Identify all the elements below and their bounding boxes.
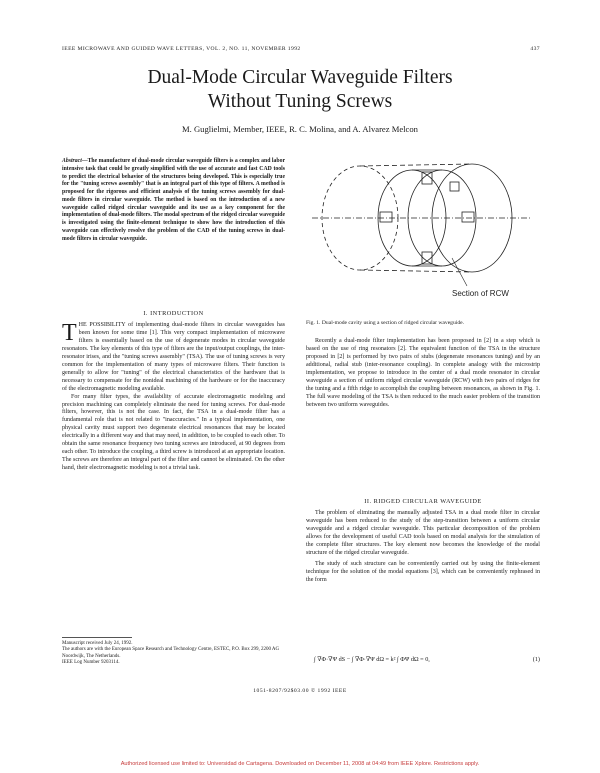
authorized-use-notice: Authorized licensed use limited to: Universidad de Cartagena. Downloaded on December 11, 2008 at 04:49 from IEEE Xplore. Restrictions apply. xyxy=(120,761,480,767)
author-line: M. Guglielmi, Member, IEEE, R. C. Molina, and A. Alvarez Melcon xyxy=(182,124,418,134)
right-paragraph-2: The problem of eliminating the manually adjusted TSA in a dual mode filter in circular waveguide has been reduced to the study of the step-transition between a uniform circular waveguide and a ridged circular waveguide. This particular decomposition of the problem allows for the development of useful CAD tools based on modal analysis for the simulation of the complete filter structures. The key element now becomes the knowledge of the modal structure of the ridged circular waveguide. xyxy=(306,510,540,556)
cavity-top-edge xyxy=(360,164,472,166)
ridge-coupling xyxy=(450,182,459,191)
figure-label: Section of RCW xyxy=(452,289,509,298)
footnote-affiliation: The authors are with the European Space Research and Technology Centre, ESTEC, P.O. Box 299, 2200 AG Noordwijk, The Netherlands. xyxy=(62,647,280,659)
cavity-bottom-edge xyxy=(360,270,472,272)
copyright-line: 1051-8207/92$03.00 © 1992 IEEE xyxy=(253,688,347,694)
running-header xyxy=(62,46,540,52)
ridge-right xyxy=(462,212,474,222)
section-heading-ridged: II. RIDGED CIRCULAR WAVEGUIDE xyxy=(364,498,482,505)
intro-p1-text: of implementing dual-mode filters in circular waveguides has been known for some time [1]. This very compact implementation of microwave filters is essentially based on the use of degenerate modes in circular waveguide resonators. The key elements of this type of filters are the input/output couplings, the inter-resonator irises, and the "tuning screws assembly" (TSA). The use of tuning screws is very common for the implementation of many types of microwave filters. Their function is generally to allow for "tuning" of the electrical characteristics of the hardware that is necessary to compensate for the nonideal machining of the hardware or for the inaccuracy of the electromagnetic modeling available. xyxy=(62,322,285,392)
figure-1-cavity-drawing xyxy=(302,148,540,308)
abstract-label: Abstract xyxy=(62,158,82,164)
left-column-body xyxy=(62,322,285,473)
equation-body: ∫ ∇Φ·∇Ψ dS − ∫ ∇Φ·∇Ψ dΩ = k² ∫ ΦΨ dΩ = 0, xyxy=(314,656,430,663)
intro-lead: HE POSSIBILITY xyxy=(78,322,126,328)
section-heading-introduction: I. INTRODUCTION xyxy=(143,310,204,317)
journal-line: IEEE MICROWAVE AND GUIDED WAVE LETTERS, VOL. 2, NO. 11, NOVEMBER 1992 xyxy=(62,46,301,52)
page-number: 437 xyxy=(530,46,540,52)
right-column-body-2 xyxy=(306,510,540,585)
right-paragraph-3: The study of such structure can be conveniently carried out by using the finite-element technique for the solution of the modal equations [3], which can be conveniently rephrased in the form xyxy=(306,560,540,583)
title-line-2: Without Tuning Screws xyxy=(207,91,393,112)
paper-title xyxy=(60,66,540,114)
title-line-1: Dual-Mode Circular Waveguide Filters xyxy=(147,67,453,88)
footnote-ieee-log: IEEE Log Number 9203114. xyxy=(62,660,120,666)
right-paragraph-1: Recently a dual-mode filter implementation has been proposed in [2] in a step which is based on the use of ring resonators [2]. The equivalent function of the TSA in the structure proposed in [2] is performed by two pairs of stubs (degenerate resonances tuning) and by an additional, radial stub (inter-resonance coupling). In complete analogy with the microstrip implementation, we propose to introduce in the center of a dual mode resonator in circular waveguide a section of uniform ridged circular waveguide (RCW) with two pairs of ridges for the tuning and a fifth ridge to accomplish the coupling between resonances, as shown in Fig. 1. The full wave modeling of the TSA is then reduced to the much easier problem of the transition between two uniform waveguides. xyxy=(306,338,540,408)
footnote-received: Manuscript received July 24, 1992. xyxy=(62,641,133,646)
equation-number: (1) xyxy=(532,656,540,663)
drop-cap: T xyxy=(62,320,77,346)
ridge-left xyxy=(380,212,392,222)
equation-1 xyxy=(314,656,540,663)
intro-paragraph-2: For many filter types, the availability of accurate electromagnetic modeling and precision machining can completely eliminate the need for tuning screws. For dual-mode filters, however, this is not the case. In fact, the TSA in a dual-mode filter has a fundamental role that is not related to "inaccuracies." In a typical implementation, one physical cavity must support two degenerate electrical resonances that may be located electrically in a different way and that may need, in addition, to be coupled to each other. To obtain the same resonance frequency two tuning screws are introduced, at 90 degrees from each other. To introduce the coupling, a third screw is introduced at an appropriate location. The screws are therefore an integral part of the filter and cannot be eliminated. On the other hand, their electromagnetic modeling is not a trivial task. xyxy=(62,393,286,472)
abstract-text: —The manufacture of dual-mode circular waveguide filters is a complex and labor intensive task that could be greatly simplified with the use of accurate and fast CAD tools to predict the electrical behavior of the structures being developed. This is especially true for the "tuning screws assembly" that is an integral part of this type of filters. A method is proposed for the rigorous and efficient analysis of the tuning screws assembly for dual-mode filters in circular waveguide. The method is based on the introduction of a new waveguide called ridged circular waveguide and its use as a key component for the implementation of dual-mode filters. The modal spectrum of the ridged circular waveguide is investigated using the finite-element technique to show how the introduction of this waveguide can effectively resolve the problem of the CAD of the tuning screws in dual-mode filters in circular waveguide. xyxy=(62,158,285,242)
footnote xyxy=(62,641,285,667)
intro-paragraph-1 xyxy=(62,322,285,394)
abstract xyxy=(62,158,285,243)
caption-label: Fig. 1. xyxy=(306,320,321,326)
ridged-section-right xyxy=(408,170,476,266)
figure-1-caption xyxy=(306,320,540,326)
footnote-rule xyxy=(62,637,132,638)
right-column-body xyxy=(306,338,540,410)
caption-text: Dual-mode cavity using a section of ridged circular waveguide. xyxy=(321,320,464,326)
